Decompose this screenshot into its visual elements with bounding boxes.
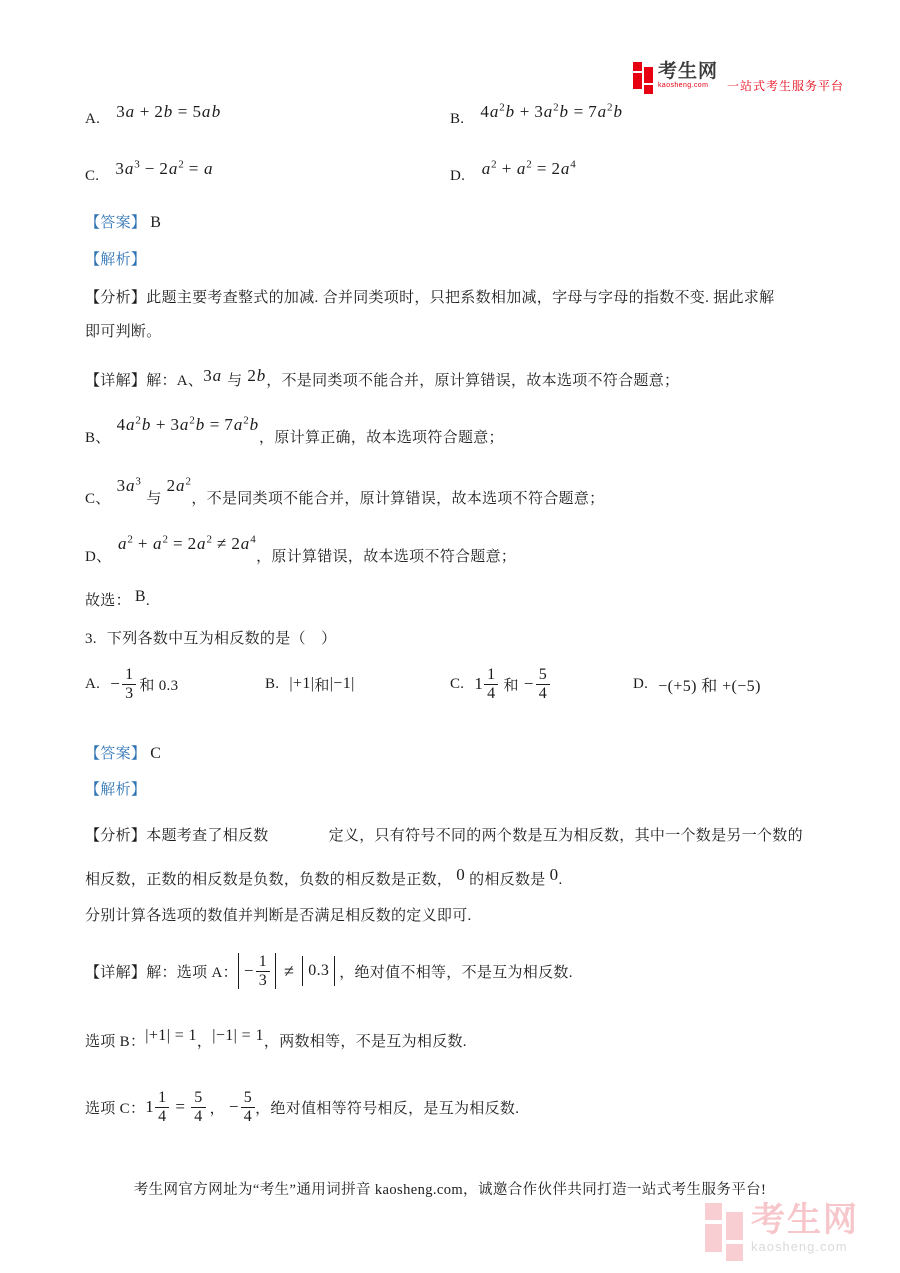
q3-analysis-line xyxy=(85,778,146,799)
analysis-tag: 【解析】 xyxy=(85,252,147,268)
q2-detail-c-text: ，不是同类项不能合并，原计算错误，故本选项不符合题意； xyxy=(191,491,605,507)
mixed-number xyxy=(145,1089,169,1126)
watermark-brand-name: 考生网 xyxy=(751,1201,859,1239)
q3-fenxi-text-2a: 相反数，正数的相反数是负数，负数的相反数是正数， xyxy=(85,872,453,888)
q2-option-b-label: B. xyxy=(450,111,465,127)
q3-stem: 下列各数中互为相反数的是（ ） xyxy=(106,631,337,647)
q2-fenxi-text-1: 此题主要考查整式的加减. 合并同类项时，只把系数相加减，字母与字母的指数不变. 据此求解 xyxy=(146,290,775,306)
q2-option-d-label: D. xyxy=(450,168,466,184)
q2-detail-d-label: D、 xyxy=(85,549,112,565)
minus-sign: − xyxy=(243,961,254,980)
fraction-numerator: 1 xyxy=(258,952,268,970)
xiangjie-tag: 【详解】 xyxy=(85,373,147,389)
q2-option-c-formula: $3a^3 - 2a^2 = a$ xyxy=(115,158,213,178)
q2-detail-a-text: ，不是同类项不能合并，原计算错误，故本选项不符合题意； xyxy=(266,373,680,389)
q2-options-row-1 xyxy=(85,101,623,128)
fraction-denominator: 4 xyxy=(191,1107,205,1126)
q2-detail-c-formula-2: $2a^2$ xyxy=(166,475,192,495)
kaosheng-logo-icon xyxy=(633,62,653,94)
analysis-tag: 【解析】 xyxy=(85,782,147,798)
q2-detail-c-formula-1: $3a^3$ xyxy=(116,475,142,495)
fraction-denominator: 4 xyxy=(155,1107,169,1126)
q3-fenxi-text-2b: 的相反数是 xyxy=(469,872,546,888)
q3-detail-line-a xyxy=(85,946,573,996)
fraction-numerator: 5 xyxy=(194,1088,203,1106)
fraction-denominator: 4 xyxy=(484,684,498,703)
q3-fenxi-text-3: 分别计算各选项的数值并判断是否满足相反数的定义即可. xyxy=(85,908,472,924)
q3-detail-b-text: ，两数相等，不是互为相反数. xyxy=(263,1034,467,1050)
fraction xyxy=(191,1089,205,1126)
q3-option-d-text: −(+5) 和 +(−5) xyxy=(658,677,761,695)
answer-tag: 【答案】 xyxy=(85,746,147,762)
q2-detail-c-label: C、 xyxy=(85,491,111,507)
not-equal-sign: ≠ xyxy=(284,960,295,981)
q3-option-c-fraction xyxy=(524,666,550,703)
q3-option-a xyxy=(85,660,178,708)
q2-detail-lead: 解：A、 xyxy=(146,373,204,389)
q2-detail-a-conj: 与 xyxy=(227,373,243,389)
q3-detail-b-eq-2: |−1| = 1 xyxy=(212,1027,264,1044)
q3-fenxi-line-3 xyxy=(85,904,472,925)
q2-fenxi-line-2 xyxy=(85,320,162,341)
q3-detail-c-text: ，绝对值相等符号相反，是互为相反数. xyxy=(255,1100,520,1117)
minus-sign: − xyxy=(228,1097,239,1116)
brand-name: 考生网 xyxy=(658,61,719,82)
q2-option-b-formula: $4a^2b + 3a^2b = 7a^2b$ xyxy=(480,101,623,121)
q2-detail-line-c xyxy=(85,475,605,508)
q2-conclusion-line xyxy=(85,589,150,610)
q2-options-row-2 xyxy=(85,158,577,185)
q3-option-b-value-2: |−1| xyxy=(329,675,355,692)
q2-option-a-label: A. xyxy=(85,111,101,127)
mixed-whole: 1 xyxy=(474,674,484,693)
mixed-whole: 1 xyxy=(145,1097,155,1116)
q3-option-a-text: 和 0.3 xyxy=(139,677,179,694)
minus-sign: − xyxy=(110,674,121,693)
q2-detail-line-d xyxy=(85,533,517,566)
q3-option-c-label: C. xyxy=(450,675,465,692)
q2-conclusion-answer: B xyxy=(134,588,146,605)
q3-detail-a-text: ，绝对值不相等，不是互为相反数. xyxy=(339,964,573,981)
absolute-value-decimal xyxy=(302,956,335,986)
q3-fenxi-line-1 xyxy=(85,824,803,845)
q3-detail-line-c xyxy=(85,1082,519,1132)
q2-option-a xyxy=(85,102,221,127)
equal-sign: = xyxy=(175,1097,186,1116)
q3-answer-value: C xyxy=(150,745,162,762)
q3-fenxi-text-1b: 定义，只有符号不同的两个数是互为相反数，其中一个数是另一个数的 xyxy=(328,828,803,844)
q2-conclusion-prefix: 故选： xyxy=(85,593,131,609)
q2-detail-d-formula: $a^2 + a^2 = 2a^2 \ne 2a^4$ xyxy=(117,533,257,553)
q3-fenxi-line-2 xyxy=(85,865,563,889)
brand-text-block xyxy=(658,62,718,89)
q3-option-b-conj: 和 xyxy=(314,677,330,694)
q2-option-d xyxy=(450,158,577,185)
q3-detail-b-eq-1: |+1| = 1 xyxy=(145,1027,197,1044)
fraction-denominator: 3 xyxy=(256,971,270,990)
q2-detail-a-formula-2: 2b xyxy=(247,366,266,385)
negative-fraction xyxy=(229,1089,255,1126)
q3-option-c-mixed-number xyxy=(474,666,498,703)
fenxi-tag: 【分析】 xyxy=(85,828,147,844)
q2-detail-line-a xyxy=(85,366,680,390)
q3-detail-b-lead: 选项 B： xyxy=(85,1034,146,1050)
q3-stem-line xyxy=(85,627,336,648)
fraction-denominator: 4 xyxy=(241,1107,255,1126)
q3-options-row xyxy=(85,660,825,708)
q2-option-b xyxy=(450,101,623,128)
kaosheng-watermark xyxy=(705,1203,859,1261)
zero-value: 0 xyxy=(549,865,559,884)
answer-tag: 【答案】 xyxy=(85,215,147,231)
kaosheng-watermark-icon xyxy=(705,1203,743,1261)
q3-option-c-conj: 和 xyxy=(503,677,519,694)
q3-option-b xyxy=(265,660,355,708)
comma: ， xyxy=(209,1100,225,1117)
fraction-numerator: 5 xyxy=(243,1088,253,1106)
xiangjie-tag: 【详解】 xyxy=(85,964,147,981)
absolute-value-fraction xyxy=(238,953,276,990)
q2-fenxi-line-1 xyxy=(85,286,774,307)
q3-option-b-label: B. xyxy=(265,675,280,692)
q2-fenxi-text-2: 即可判断。 xyxy=(85,324,162,340)
q2-option-d-formula: $a^2 + a^2 = 2a^4$ xyxy=(481,158,577,178)
fraction-denominator: 3 xyxy=(122,684,136,703)
q3-option-d-label: D. xyxy=(633,675,649,692)
q2-detail-c-conj: 与 xyxy=(146,491,162,507)
brand-domain: kaosheng.com xyxy=(658,81,709,89)
q2-detail-d-text: ，原计算错误，故本选项不符合题意； xyxy=(256,549,517,565)
zero-value: 0 xyxy=(456,865,466,884)
q2-option-a-formula: 3a + 2b = 5ab xyxy=(116,102,221,121)
q3-option-b-value-1: |+1| xyxy=(289,675,315,692)
q2-detail-line-b xyxy=(85,414,504,447)
q2-option-c-label: C. xyxy=(85,168,100,184)
q2-analysis-line xyxy=(85,248,146,269)
q2-detail-b-text: ，原计算正确，故本选项符合题意； xyxy=(259,430,504,446)
fraction-numerator: 1 xyxy=(158,1088,167,1106)
q3-answer-line xyxy=(85,742,161,763)
minus-sign: − xyxy=(523,674,534,693)
q2-answer-line xyxy=(85,211,161,232)
brand-tagline: 一站式考生服务平台 xyxy=(727,79,845,93)
footer-note: 考生网官方网址为“考生”通用词拼音 kaosheng.com，诚邀合作伙伴共同打造一站式考生服务平台! xyxy=(133,1182,767,1198)
fraction-numerator: 1 xyxy=(487,665,496,683)
fraction-numerator: 1 xyxy=(125,665,134,683)
q3-option-d xyxy=(633,660,761,708)
kaosheng-logo xyxy=(633,62,844,94)
q3-option-a-label: A. xyxy=(85,675,101,692)
q3-fenxi-text-2end: . xyxy=(558,872,563,888)
q2-answer-value: B xyxy=(150,214,162,231)
q3-option-c xyxy=(450,660,550,708)
q3-number: 3. xyxy=(85,631,97,647)
q2-detail-b-formula: $4a^2b + 3a^2b = 7a^2b$ xyxy=(116,414,259,434)
fraction-denominator: 4 xyxy=(536,684,550,703)
q3-option-a-fraction xyxy=(110,666,136,703)
comma: ， xyxy=(196,1034,213,1050)
q2-conclusion-period: . xyxy=(145,593,150,609)
q3-detail-line-b xyxy=(85,1027,467,1051)
decimal-value: 0.3 xyxy=(308,962,330,979)
q3-detail-c-lead: 选项 C： xyxy=(85,1100,146,1117)
q2-option-c xyxy=(85,158,213,184)
q3-detail-lead: 解：选项 A： xyxy=(146,964,238,981)
q2-detail-b-label: B、 xyxy=(85,430,111,446)
q3-fenxi-text-1a: 本题考查了相反数 xyxy=(146,828,269,844)
q2-detail-a-formula-1: 3a xyxy=(203,366,222,385)
watermark-text-block xyxy=(751,1203,859,1254)
fraction-numerator: 5 xyxy=(538,665,547,683)
fenxi-tag: 【分析】 xyxy=(85,290,147,306)
watermark-brand-domain: kaosheng.com xyxy=(751,1239,848,1254)
